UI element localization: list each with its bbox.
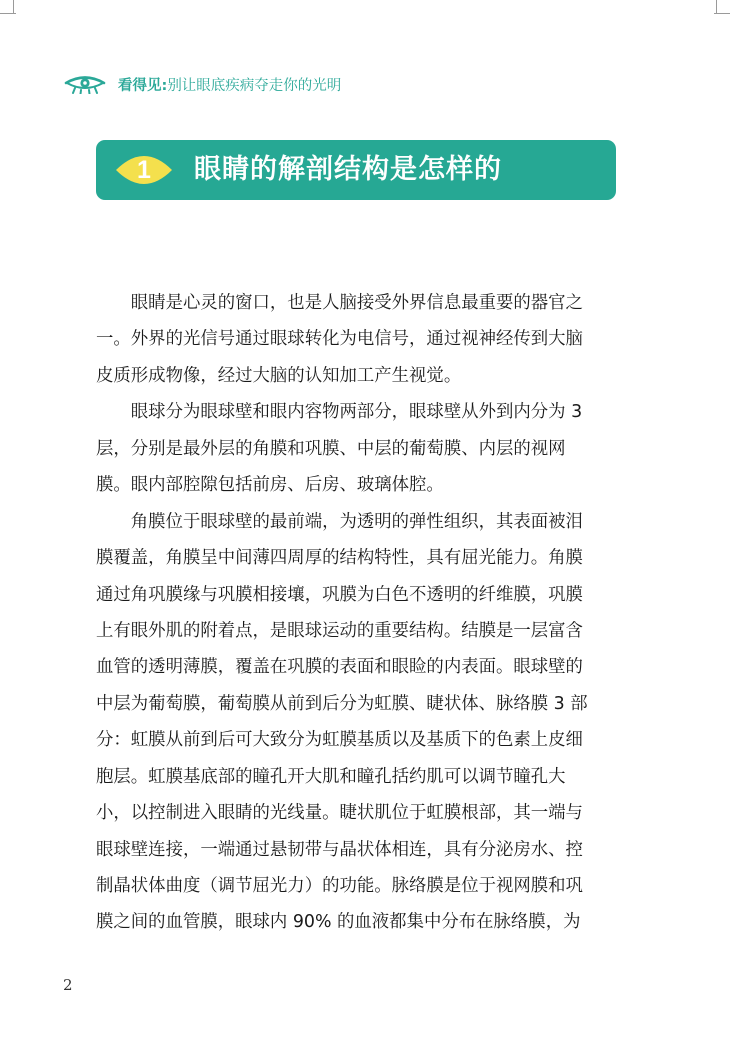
body-text: [96, 285, 616, 941]
text-line: 层，分别是最外层的角膜和巩膜、中层的葡萄膜、内层的视网: [96, 438, 566, 459]
text-line: 眼球壁连接，一端通过悬韧带与晶状体相连，具有分泌房水、控: [96, 839, 583, 860]
header-brand: 看得见:: [118, 77, 168, 94]
text-line: 皮质形成物像，经过大脑的认知加工产生视觉。: [96, 365, 462, 386]
text-line: 胞层。虹膜基底部的瞳孔开大肌和瞳孔括约肌可以调节瞳孔大: [96, 766, 566, 787]
text-line: 分：虹膜从前到后可大致分为虹膜基质以及基质下的色素上皮细: [96, 730, 583, 751]
text-line: 眼球分为眼球壁和眼内容物两部分，眼球壁从外到内分为 3: [96, 402, 583, 423]
running-header: [64, 70, 341, 98]
section-banner: [96, 140, 616, 200]
text-line: 膜之间的血管膜，眼球内 90% 的血液都集中分布在脉络膜，为: [96, 912, 581, 933]
section-number: 1: [137, 156, 151, 184]
text-line: 血管的透明薄膜，覆盖在巩膜的表面和眼睑的内表面。眼球壁的: [96, 657, 583, 678]
text-line: 中层为葡萄膜，葡萄膜从前到后分为虹膜、睫状体、脉络膜 3 部: [96, 693, 588, 714]
header-subtitle: 别让眼底疾病夺走你的光明: [167, 77, 342, 94]
paragraph: [96, 504, 616, 941]
text-line: 一。外界的光信号通过眼球转化为电信号，通过视神经传到大脑: [96, 329, 583, 350]
text-line: 通过角巩膜缘与巩膜相接壤，巩膜为白色不透明的纤维膜，巩膜: [96, 584, 583, 605]
text-line: 制晶状体曲度（调节屈光力）的功能。脉络膜是位于视网膜和巩: [96, 876, 583, 896]
crop-mark-top-left-v: [13, 0, 14, 14]
header-title: [118, 74, 341, 95]
text-line: 膜。眼内部腔隙包括前房、后房、玻璃体腔。: [96, 475, 444, 496]
text-line: 眼睛是心灵的窗口，也是人脑接受外界信息最重要的器官之: [96, 293, 583, 313]
paragraph: [96, 394, 616, 503]
text-line: 上有眼外肌的附着点，是眼球运动的重要结构。结膜是一层富含: [96, 620, 583, 641]
page-number: 2: [63, 976, 73, 994]
text-line: 小，以控制进入眼睛的光线量。睫状肌位于虹膜根部，其一端与: [96, 803, 583, 824]
section-title: 眼睛的解剖结构是怎样的: [194, 154, 502, 185]
eye-icon: [64, 74, 106, 94]
text-line: 角膜位于眼球壁的最前端，为透明的弹性组织，其表面被泪: [96, 511, 583, 532]
paragraph: [96, 285, 616, 394]
crop-mark-top-right-v: [716, 0, 717, 14]
text-line: 膜覆盖，角膜呈中间薄四周厚的结构特性，具有屈光能力。角膜: [96, 548, 583, 569]
